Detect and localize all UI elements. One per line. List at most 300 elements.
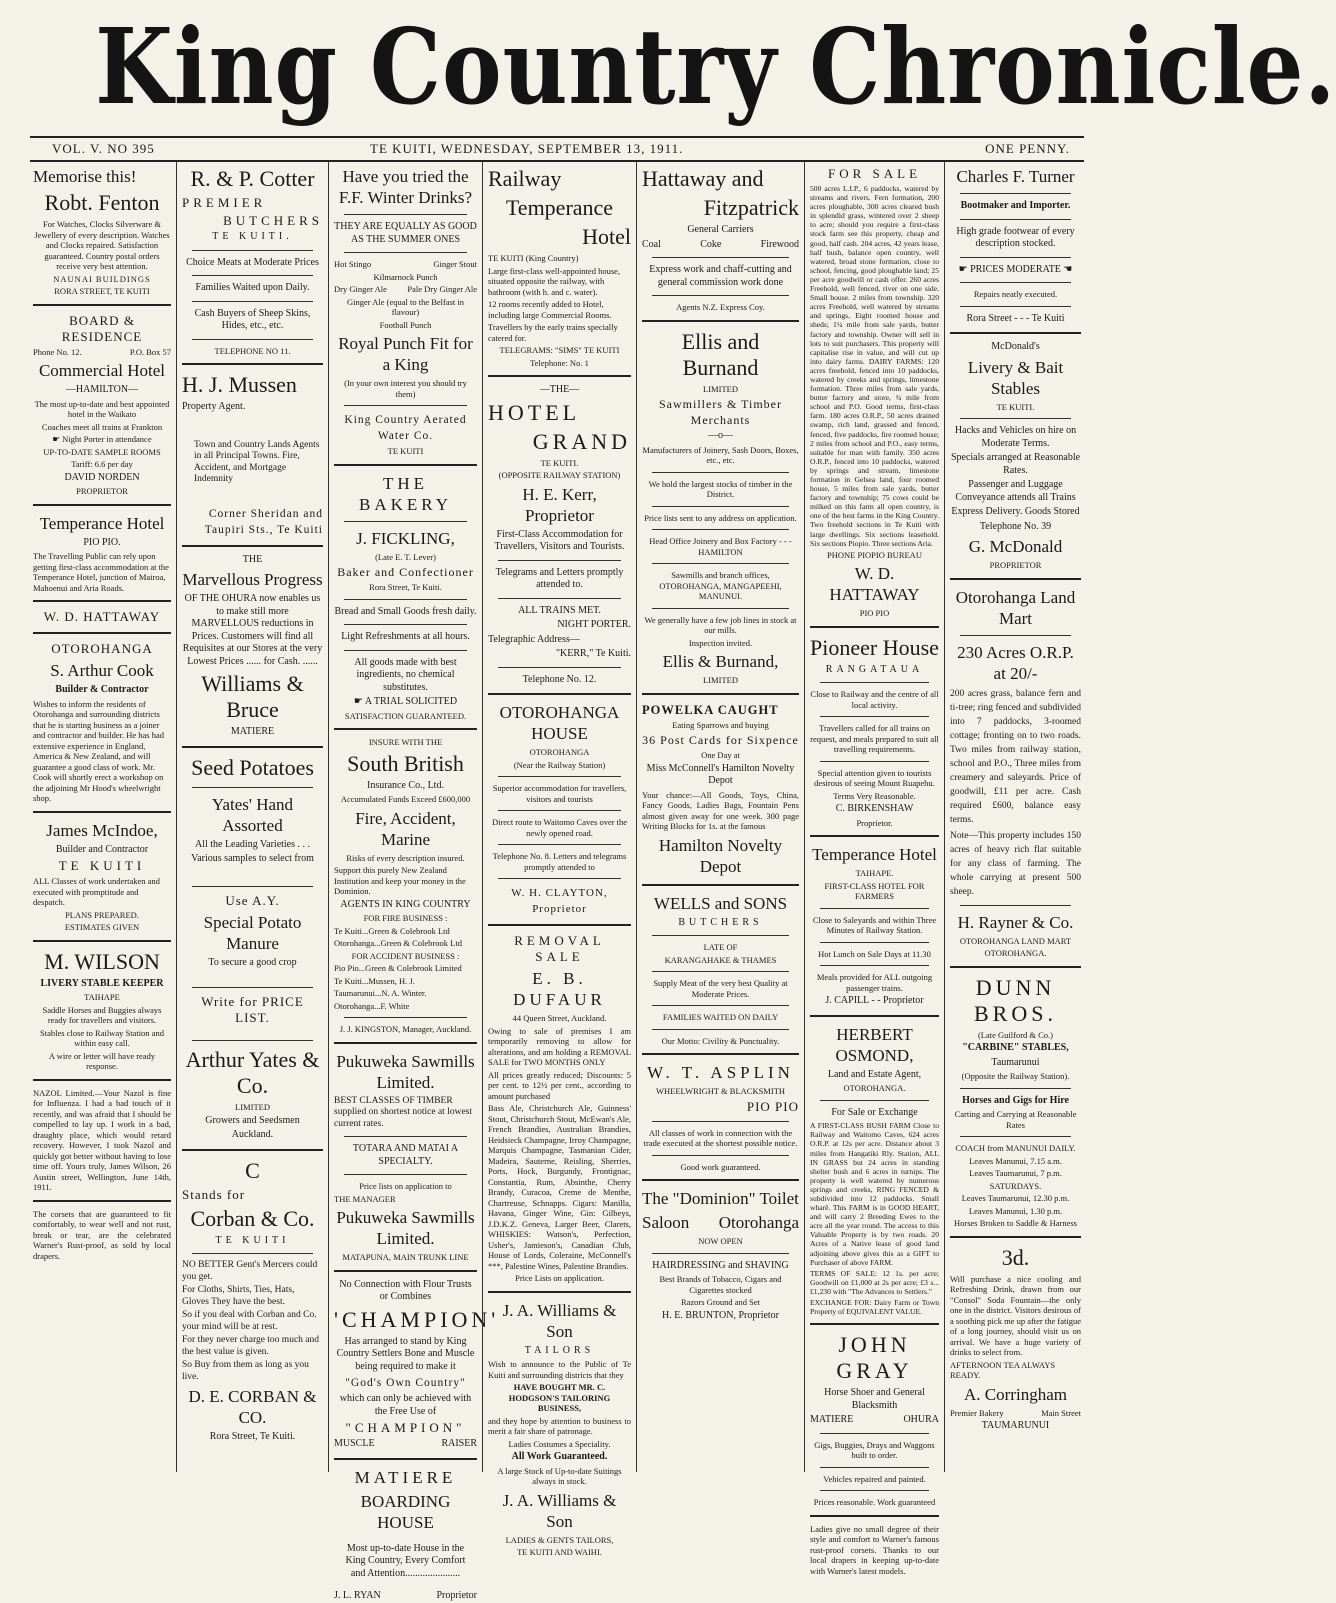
ad-line: UP-TO-DATE SAMPLE ROOMS	[43, 446, 161, 457]
ad-name: Pioneer House	[810, 634, 939, 660]
ad-body: High grade footwear of every description stocked.	[956, 225, 1075, 249]
divider	[820, 1100, 929, 1101]
drink-item: Pale Dry Ginger Ale	[407, 284, 477, 294]
ad-body: Leaves Taumarunui, 7 p.m.	[969, 1168, 1062, 1178]
ad-body: Premier Bakery	[950, 1407, 1004, 1418]
divider	[950, 966, 1081, 968]
divider	[652, 529, 789, 530]
ad-name: Temperance Hotel	[39, 513, 165, 533]
ad-name: WELLS and SONS	[653, 893, 788, 913]
ad-body: The Travelling Public can rely upon getting first-class accommodation at the Temperance Hotel, junction of Mairoa, Mahoenui and Aria Roads.	[33, 551, 169, 593]
ad-body: For Watches, Clocks Silverware & Jewellery of every description. Watches and Clocks repaired. Satisfaction guaranteed. Country postal orders receive very best attention.	[34, 219, 170, 271]
ad-town: TAUMARUNUI	[981, 1420, 1050, 1431]
ad-name: J. A. Williams & Son	[502, 1490, 617, 1531]
ad-body: Inspection invited.	[688, 637, 753, 648]
ad-town: —HAMILTON—	[65, 384, 139, 395]
ad-name: Charles F. Turner	[956, 167, 1075, 186]
divider	[182, 363, 323, 365]
divider	[488, 693, 631, 695]
ad-bureau: PHONE PIOPIO BUREAU	[827, 549, 922, 560]
ad-dash: —o—	[708, 430, 733, 441]
ad-price: 3d.	[1001, 1244, 1030, 1270]
ad-firm: Arthur Yates & Co.	[185, 1047, 320, 1098]
divider	[820, 682, 929, 683]
ad-late: (Late E. T. Lever)	[375, 551, 436, 562]
divider	[960, 219, 1071, 220]
ad-trade: Bootmaker and Importer.	[960, 200, 1071, 211]
ad-town: Taumarunui	[991, 1056, 1040, 1068]
ad-body: Gigs, Buggies, Drays and Waggons built to order.	[814, 1439, 935, 1461]
divider	[498, 560, 621, 561]
ad-body: Our Motto: Civility & Punctuality.	[661, 1035, 780, 1046]
ad-body: Town and Country Lands Agents in all Principal Towns. Fire, Accident, and Mortgage Indemnity	[194, 439, 320, 484]
ad-pukuweka	[334, 1051, 477, 1263]
ad-agent: Te Kuiti...Mussen, H. J.	[334, 975, 415, 986]
ad-town: OTOROHANGA.	[984, 948, 1047, 958]
ad-body: Telegraphic Address—	[488, 633, 580, 645]
ad-body: Sawmills and branch offices, OTOROHANGA, MANGAPEEHI, MANUNUI.	[659, 570, 782, 601]
ad-body: Meals provided for ALL outgoing passenger trains.	[816, 972, 933, 993]
ad-body: Special attention given to tourists desirous of seeing Mount Ruapehu.	[814, 767, 935, 789]
ad-body: Hot Lunch on Sale Days at 11.30	[818, 948, 931, 959]
ad-town: TAIHAPE.	[855, 868, 894, 879]
divider	[498, 776, 621, 777]
ad-location: (Near the Railway Station)	[513, 759, 606, 770]
ad-body: Large first-class well-appointed house, situated opposite the railway, with bathroom (with h. and c. water).	[488, 265, 621, 297]
ad-body: Bread and Small Goods fresh daily.	[334, 605, 477, 617]
divider	[642, 884, 799, 886]
ad-line: PLANS PREPARED.	[65, 909, 139, 920]
ad-town: MATIERE	[810, 1414, 854, 1426]
ad-body: Miss McConnell's Hamilton Novelty Depot	[646, 762, 795, 786]
ad-address: Rora Street, Te Kuiti.	[209, 1431, 296, 1442]
ad-body: HAIRDRESSING and SHAVING	[652, 1259, 789, 1271]
ad-firm: Williams & Bruce	[201, 671, 304, 722]
ad-line: AGENTS IN KING COUNTRY	[340, 898, 471, 910]
ad-trade: Property Agent.	[182, 401, 246, 412]
divider	[344, 521, 467, 522]
divider	[960, 1088, 1071, 1089]
ad-hattaway-fitzpatrick	[642, 166, 799, 313]
ad-proprietor: W. H. CLAYTON, Proprietor	[511, 887, 608, 915]
column-4	[482, 162, 636, 1557]
ad-name: Temperance Hotel	[812, 845, 937, 865]
ad-ellis-burnand	[642, 329, 799, 686]
divider	[652, 935, 789, 936]
divider	[810, 835, 939, 837]
ad-firm: H. Rayner & Co.	[957, 912, 1074, 932]
ad-body: Travellers by the early trains specially catered for.	[488, 322, 618, 343]
ad-body: Direct route to Waitomo Caves over the newly opened road.	[491, 817, 628, 838]
ad-name: S. Arthur Cook	[50, 661, 154, 680]
ad-hattaway	[33, 609, 171, 625]
ad-heading: POWELKA CAUGHT	[642, 702, 779, 717]
divider	[950, 332, 1081, 334]
ad-body: THEY ARE EQUALLY AS GOOD AS THE SUMMER ONES	[334, 221, 477, 245]
divider	[192, 339, 313, 340]
ad-body: Leaves Manunui, 7.15 a.m.	[969, 1155, 1062, 1166]
ad-name: Livery & Bait Stables	[967, 357, 1064, 398]
ad-body: Cash Buyers of Sheep Skins, Hides, etc., etc.	[194, 307, 311, 331]
ad-limited: LIMITED	[703, 675, 738, 685]
ad-stables: "CARBINE" STABLES,	[962, 1042, 1069, 1053]
ad-name: M. WILSON	[44, 948, 160, 974]
ad-name: R. & P. Cotter	[190, 166, 315, 191]
ad-manager: J. J. KINGSTON, Manager, Auckland.	[339, 1024, 472, 1034]
ad-body: So Buy from them as long as you live.	[182, 1360, 309, 1382]
ad-body: A FIRST-CLASS BUSH FARM Close to Railway and Waitomo Caves, 624 acres O.R.P. at 12s per acre. Distance about 3 miles from Hangatiki Rly. Station, ALL IN GRASS but 24 acres in standing shelter bush and 6 acres in turnips. The property is well watered by numerous springs and creeks, RING FENCED & subdivided into 12 paddocks. Small wharê. This FARM is in GOOD HEART, and will carry 2 Breeding Ewes to the acre all the year round. The access to this Valuable Property is by two roads. 20 Acres of a Native lease of good land adjoining above gives this as a GIFT to Purchaser of above FARM.	[810, 1121, 939, 1267]
divider	[33, 1200, 171, 1202]
ad-commercial-hotel	[33, 313, 171, 497]
divider	[642, 1053, 799, 1055]
ad-body: 12 rooms recently added to Hotel, including large Commercial Rooms.	[488, 299, 612, 320]
ad-address: MATAPUNA, MAIN TRUNK LINE	[342, 1252, 469, 1262]
divider	[652, 257, 789, 258]
ad-name: Seed Potatoes	[191, 754, 314, 780]
ad-body: Horses Broken to Saddle & Harness	[954, 1218, 1077, 1228]
ad-body: First-Class Accommodation for Travellers, Visitors and Tourists.	[494, 528, 625, 552]
ad-firm: King Country Aerated Water Co.	[344, 414, 467, 442]
ad-body: BEST CLASSES OF TIMBER supplied on shortest notice at lowest current rates.	[334, 1095, 472, 1129]
ad-proprietor-title: Proprietor.	[856, 817, 893, 828]
ad-body: EXCHANGE FOR: Dairy Farm or Town Property of EQUIVALENT VALUE.	[810, 1298, 939, 1317]
divider	[652, 506, 789, 507]
ad-wells-sons	[642, 893, 799, 1047]
ad-name: 'CHAMPION'	[334, 1306, 500, 1332]
ad-name: Hattaway and	[642, 166, 764, 191]
ad-body: TERMS OF SALE: 12 1s. per acre; Goodwill on £1,000 at 2s per acre; £3 s... £1,230 with "The Advances to Settlers."	[810, 1268, 939, 1296]
ad-address: Rora Street - - - Te Kuiti	[966, 312, 1065, 324]
ad-address: 44 Queen Street, Auckland.	[512, 1013, 607, 1023]
ad-name: Ellis & Burnand,	[662, 652, 779, 671]
divider	[33, 304, 171, 306]
divider	[488, 1291, 631, 1293]
ad-body: Horses and Gigs for Hire	[962, 1094, 1069, 1106]
ad-body: ALL TRAINS MET.	[518, 604, 601, 616]
divider	[344, 214, 467, 215]
divider	[652, 608, 789, 609]
divider	[960, 282, 1071, 283]
pointing-hand-icon: ☛	[958, 263, 968, 275]
divider	[334, 728, 477, 730]
ad-body: Most up-to-date House in the King Country, Every Comfort and Attention......................	[345, 1542, 466, 1579]
ad-trade: LIVERY STABLE KEEPER	[40, 977, 164, 989]
ad-williams-bruce	[182, 554, 323, 739]
ad-body: Saddle Horses and Buggies always ready for travellers and visitors.	[42, 1004, 162, 1025]
ad-agent: Taumarunui...N. A. Winter.	[334, 988, 427, 998]
ad-corringham	[950, 1245, 1081, 1433]
ad-trade: WHEELWRIGHT & BLACKSMITH	[655, 1086, 786, 1096]
ad-powelka	[642, 702, 799, 877]
divider	[810, 626, 939, 628]
ad-phone: Phone No. 12.	[33, 346, 82, 357]
ad-body: Various samples to select from	[191, 853, 314, 864]
ad-body: Leaves Manunui, 1.30 p.m.	[968, 1205, 1063, 1216]
ad-name: THE BAKERY	[359, 473, 452, 514]
divider	[192, 250, 313, 251]
divider	[820, 761, 929, 762]
divider	[33, 504, 171, 506]
ad-body: Price lists sent to any address on application.	[644, 512, 797, 523]
columns	[28, 162, 1086, 1601]
ad-name: W. D. HATTAWAY	[829, 564, 920, 605]
ad-line: Tariff: 6.6 per day	[71, 459, 133, 469]
ad-trade: Baker and Confectioner	[337, 565, 474, 579]
divider	[820, 716, 929, 717]
ad-body: Main Street	[1041, 1407, 1081, 1418]
ad-pioneer-house	[810, 635, 939, 829]
divider	[182, 1149, 323, 1151]
ad-late: KARANGAHAKE & THAMES	[664, 954, 777, 965]
ad-body: Carting and Carrying at Reasonable Rates	[954, 1109, 1077, 1130]
ad-town: OTOROHANGA	[51, 641, 153, 656]
ad-name: Hotel	[582, 224, 631, 249]
divider	[960, 257, 1071, 258]
ad-name: Commercial Hotel	[38, 361, 166, 380]
ad-proprietor-title: PROPRIETOR	[989, 560, 1042, 570]
ad-yates	[182, 755, 323, 1142]
ad-body: Choice Meats at Moderate Prices	[186, 256, 319, 268]
column-7	[944, 162, 1086, 1472]
ad-proprietor-title: PROPRIETOR	[76, 486, 128, 496]
divider	[820, 942, 929, 943]
ad-name: Pukuweka Sawmills Limited.	[336, 1051, 475, 1092]
ad-address: Rora Street, Te Kuiti.	[369, 582, 442, 592]
divider	[950, 578, 1081, 580]
ad-line: BUTCHERS	[223, 213, 323, 228]
ad-body: Superior accommodation for travellers, visitors and tourists	[492, 783, 627, 804]
ad-temperance-taihape	[810, 844, 939, 1008]
ad-trade: Sawmillers & Timber Merchants	[658, 397, 782, 427]
divider	[192, 987, 313, 988]
ad-line: ESTIMATES GIVEN	[64, 922, 140, 932]
divider	[498, 810, 621, 811]
drink-item: Ginger Ale (equal to the Belfast in flavour)	[346, 296, 465, 317]
divider	[498, 598, 621, 599]
ad-trade: General Carriers	[687, 224, 754, 235]
ad-proprietor: DAVID NORDEN	[64, 471, 140, 483]
ad-body: Families Waited upon Daily.	[195, 282, 310, 293]
ad-late: LATE OF	[703, 942, 738, 952]
ad-name: GRAND	[532, 428, 631, 454]
ad-body: Support this purely New Zealand Institution and keep your money in the Dominion.	[334, 865, 466, 896]
ad-note: (In your own interest you should try them)	[344, 378, 467, 399]
ad-cotter	[182, 166, 323, 356]
ad-town: TE KUITI	[387, 446, 424, 456]
ad-use: Use A.Y.	[225, 892, 280, 908]
ad-body: Stables close to Railway Station and within easy call.	[40, 1027, 164, 1048]
ad-town: OTOROHANGA.	[843, 1083, 906, 1094]
ad-body: Accumulated Funds Exceed £600,000	[340, 794, 471, 804]
ad-body: Bass Ale, Christchurch Ale, Guinness' Stout, Christchurch Stout, McEwan's Ale, French Brandies, Australian Brandies, Heidsieck Champagne, Irroy Champagne, Marquis Champagne, Tasmanian Cider, Madeira, Sauterne, Reisling, Sherries, Ports, Hock, Burgundy, Frontignac, Constantia, Rum, Absinthe, Cherry Brandy, Curacoa, Creme de Menthe, Chartreuse, Schnapps. Cigars: Manilla, Havana, Ginger Wine, Gin: Gilbeys, J.D.K.Z. Geneva, Larger Beer, Clarets, WHISKIES: Watson's, Perfection, Usher's, Jamieson's, Canadian Club, House of Lords, Coleraine, McConnell's ***, Palestine Wines, Palestine Brandies.	[488, 1103, 631, 1271]
ad-body: Growers and Seedsmen	[205, 1114, 300, 1126]
ad-trade: TAILORS	[524, 1344, 595, 1356]
column-3	[328, 162, 500, 1601]
ad-heading: Yates' Hand Assorted	[211, 794, 294, 835]
ad-town: OTOROHANGA	[529, 747, 590, 757]
ad-town: TE KUITI.	[212, 231, 293, 242]
divider	[192, 787, 313, 788]
ad-heading: Have you tried the F.F. Winter Drinks?	[338, 167, 473, 207]
ad-body: Passenger and Luggage Conveyance attends all Trains	[955, 479, 1076, 503]
drink-item: Hot Stingo	[334, 259, 372, 269]
ad-name: E. B. DUFAUR	[513, 969, 606, 1009]
ad-body: Hacks and Vehicles on hire on Moderate Terms.	[954, 425, 1077, 449]
ad-body: FAMILIES WAITED ON DAILY	[662, 1012, 779, 1022]
ad-body: LADIES & GENTS TAILORS,	[505, 1534, 614, 1545]
ad-firm: D. E. CORBAN & CO.	[188, 1387, 317, 1427]
ad-body: A TRIAL SOLICITED	[364, 696, 458, 707]
ad-name: Otorohanga	[718, 1213, 799, 1232]
ad-good: Coke	[700, 238, 722, 250]
ad-body: THE MANAGER	[334, 1193, 396, 1204]
ad-name: James McIndoe,	[46, 820, 158, 840]
column-2	[176, 162, 328, 1472]
divider	[182, 545, 323, 547]
ad-body: Has arranged to stand by King Country Settlers Bone and Muscle being required to make it	[336, 1335, 475, 1372]
drink-item: Football Punch	[379, 319, 432, 330]
ad-line: FOR FIRE BUSINESS :	[363, 913, 448, 923]
ad-body: Leaves Taumarunui, 12.30 p.m.	[961, 1193, 1070, 1203]
ad-trade: Land and Estate Agent,	[827, 1068, 922, 1080]
ad-body: Telegrams and Letters promptly attended to.	[495, 566, 624, 590]
ad-limited: LIMITED	[703, 383, 738, 394]
pointing-hand-icon: ☚	[1063, 263, 1073, 275]
ad-building: NAUNAI BUILDINGS	[53, 273, 151, 284]
divider	[33, 1079, 171, 1081]
ad-body: AFTERNOON TEA ALWAYS READY.	[950, 1359, 1056, 1380]
drink-item: Kilmarnock Punch	[373, 271, 438, 282]
ad-mcdonald	[950, 341, 1081, 571]
ad-line: Night Porter in attendance	[62, 434, 152, 444]
divider	[950, 1236, 1081, 1238]
divider	[652, 1155, 789, 1156]
divider	[488, 924, 631, 926]
notice-nazol: NAZOL Limited.—Your Nazol is fine for Influenza. I had a bad touch of it recently, and was afraid that I should be compelled to lay up. I work in a bad, draughty place, which would retard recovery. However, I took Nazol and quickly got better without having to lose time off. Yours truly, James Wilson, 26 Austin street, Wellington, June 14th, 1911.	[33, 1087, 171, 1192]
ad-body: Ladies Costumes a Speciality.	[508, 1438, 611, 1449]
divider	[820, 1490, 929, 1491]
ad-name: HERBERT OSMOND,	[835, 1024, 914, 1065]
ad-body: Repairs neatly executed.	[973, 289, 1058, 299]
ad-body: TE KUITI (King Country)	[488, 253, 579, 263]
ad-open: NOW OPEN	[698, 1236, 743, 1246]
divider	[192, 301, 313, 302]
ad-land-mart	[950, 587, 1081, 959]
divider	[652, 295, 789, 296]
ad-name: The "Dominion" Toilet	[642, 1189, 799, 1208]
ad-body: We generally have a few job lines in stock at our mills.	[644, 614, 797, 635]
divider	[498, 844, 621, 845]
ad-initial: C	[245, 1157, 260, 1183]
ad-body: Good work guaranteed.	[680, 1161, 761, 1172]
ad-body: NO BETTER Gent's Mercers could you get.	[182, 1260, 318, 1282]
ad-body: which can only be achieved with the Free Use of	[339, 1393, 472, 1417]
divider	[33, 632, 171, 634]
ad-mcindoe	[33, 820, 171, 933]
ad-asplin	[642, 1062, 799, 1172]
ad-name: Fitzpatrick	[703, 195, 799, 220]
divider	[810, 1015, 939, 1017]
divider	[344, 650, 467, 651]
ad-champion	[334, 1278, 500, 1451]
ad-body: OTOROHANGA LAND MART	[959, 935, 1072, 946]
ad-name: South British	[347, 750, 464, 776]
ad-heading: Fire, Accident, Marine	[355, 808, 456, 849]
ad-heading: BOARD & RESIDENCE	[61, 312, 143, 344]
ad-railway-temperance	[488, 166, 631, 368]
ad-body: FIRST-CLASS HOTEL FOR FARMERS	[824, 880, 925, 902]
masthead-title: King Country Chronicle.	[95, 5, 1336, 128]
divider	[960, 1136, 1071, 1137]
divider	[652, 1253, 789, 1254]
divider	[334, 1270, 477, 1272]
ad-body: TOTARA AND MATAI A SPECIALTY.	[352, 1143, 459, 1167]
ad-town: TE KUITI	[58, 858, 146, 873]
divider	[642, 320, 799, 322]
ad-body: Travellers called for all trains on request, and meals prepared to suit all travelling requirements.	[810, 723, 939, 755]
ad-body: Price Lists on application.	[515, 1273, 604, 1283]
ad-name: Railway	[488, 166, 562, 191]
divider	[33, 600, 171, 602]
ad-heading: Memorise this!	[33, 167, 137, 186]
ad-the: —THE—	[539, 384, 580, 395]
drink-item: Dry Ginger Ale	[334, 284, 387, 294]
ad-name: Temperance	[505, 195, 614, 220]
divider	[820, 1433, 929, 1434]
ad-body: All the Leading Varieties . . .	[194, 838, 311, 850]
ad-line: FOR ACCIDENT BUSINESS :	[351, 950, 460, 961]
ad-town: PIO PIO	[746, 1098, 799, 1114]
divider	[498, 878, 621, 879]
ad-body: MUSCLE	[334, 1438, 375, 1449]
ad-body: All classes of work in connection with the trade executed at the shortest possible notice.	[643, 1127, 798, 1148]
ad-body: Head Office Joinery and Box Factory - - - HAMILTON	[649, 536, 792, 557]
ad-bakery	[334, 473, 477, 722]
ad-limited: LIMITED	[235, 1102, 270, 1112]
notice-corsets: Ladies give no small degree of their style and comfort to Warner's famous rust-proof corsets. Thanks to our local drapers in keeping up-to-date with Warner's latest models.	[810, 1523, 939, 1576]
ad-proprietor: C. BIRKENSHAW	[835, 803, 914, 815]
divider	[334, 1458, 477, 1460]
ad-name: Royal Punch Fit for a King	[338, 334, 473, 374]
ad-body: 200 acres grass, balance fern and ti-tree; ring fenced and subdivided into 7 paddocks, 3-roomed cottage; fronting on to two roads. Two miles from railway station, school and P.O., Three miles from creamery and saleyards. Price of goodwill, £11 per acre. Cash required £600, balance easy terms.	[950, 688, 1081, 825]
divider	[810, 1515, 939, 1517]
divider	[652, 1121, 789, 1122]
ad-telegrams: TELEGRAMS: "SIMS" TE KUITI	[499, 345, 620, 355]
ad-osmond	[810, 1024, 939, 1316]
ad-otorohanga-house	[488, 702, 631, 917]
ad-body: To secure a good crop	[208, 956, 297, 968]
ad-line: Coaches meet all trains at Frankton	[41, 421, 163, 432]
ad-body: No Connection with Flour Trusts or Combines	[339, 1278, 472, 1302]
ad-body: COACH from MANUNUI DAILY.	[955, 1143, 1076, 1153]
divider	[192, 1253, 313, 1254]
ad-name: OTOROHANGA HOUSE	[499, 703, 620, 743]
ad-agent: Pio Pio...Green & Colebrook Limited	[334, 963, 462, 973]
divider	[960, 635, 1071, 636]
ad-body: All Work Guaranteed.	[511, 1451, 608, 1462]
divider	[192, 886, 313, 887]
ad-name: Corban & Co.	[190, 1205, 315, 1231]
ad-proprietor: J. FICKLING,	[356, 528, 455, 548]
divider	[960, 905, 1071, 906]
ad-body: "CHAMPION"	[345, 1420, 466, 1435]
ad-body: Specials arranged at Reasonable Rates.	[950, 452, 1081, 476]
pointing-hand-icon: ☛	[353, 696, 363, 707]
ad-the: THE	[242, 553, 263, 565]
ad-location: (OPPOSITE RAILWAY STATION)	[498, 470, 621, 480]
volume-number: VOL. V. NO 395	[52, 141, 155, 156]
ad-proprietor-title: Proprietor	[436, 1590, 477, 1601]
